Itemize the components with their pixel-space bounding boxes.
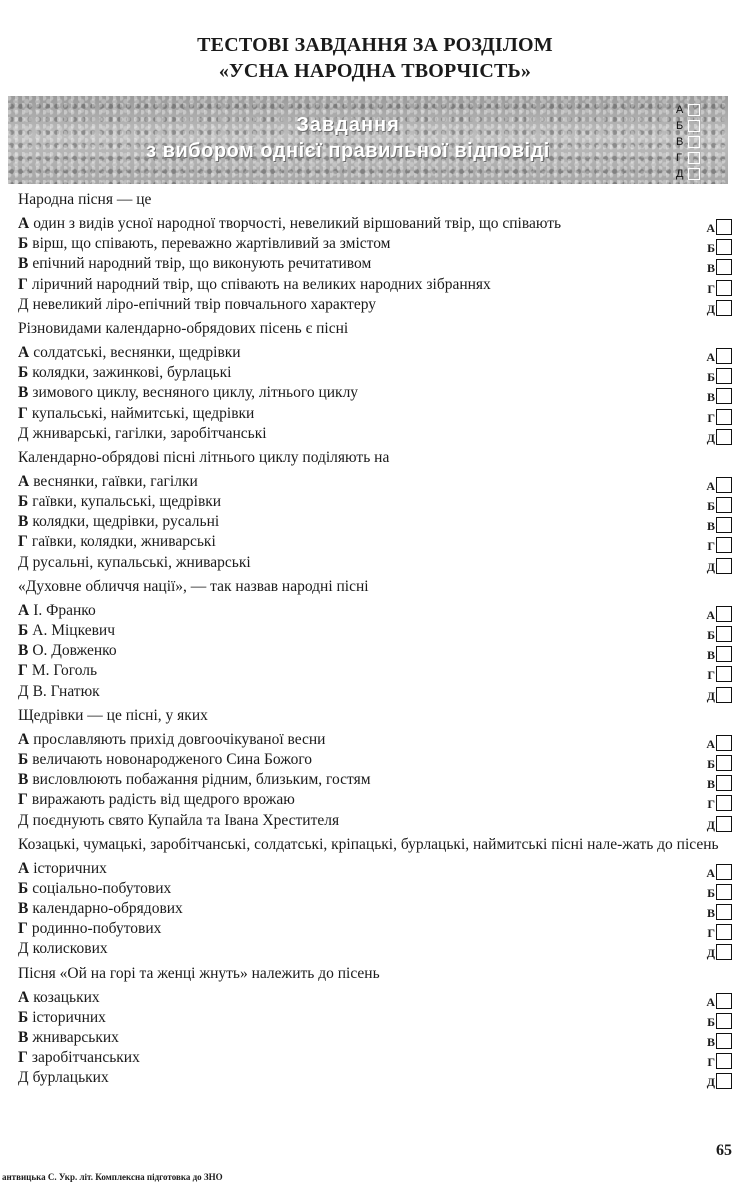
answer-option (18, 601, 734, 621)
answer-option (18, 730, 734, 750)
checkbox-square[interactable] (716, 1013, 732, 1029)
answer-checkbox[interactable] (706, 993, 732, 1009)
checkbox-letter: Б (707, 499, 715, 514)
checkbox-letter: В (706, 390, 715, 405)
checkbox-letter: В (706, 777, 715, 792)
option-letter: А (18, 472, 30, 490)
checkbox-square[interactable] (716, 795, 732, 811)
answer-option (18, 343, 734, 363)
checkbox-square[interactable] (716, 388, 732, 404)
answer-option (18, 682, 734, 702)
question-block (18, 319, 734, 444)
option-text: соціально-побутових (32, 879, 172, 897)
option-text: історичних (33, 859, 107, 877)
section-banner (8, 96, 728, 184)
answer-checkbox[interactable] (707, 259, 732, 275)
option-text: прославляють прихід довгоочікуваної весни (33, 730, 326, 748)
question-prompt: «Духовне обличчя нації», — так назвав народні пісні (18, 577, 369, 595)
answer-option (18, 879, 734, 899)
option-letter: Г (18, 791, 28, 809)
banner-key-letter: А (676, 104, 684, 116)
option-text: козацьких (33, 988, 100, 1006)
checkbox-square[interactable] (716, 409, 732, 425)
answer-checkbox[interactable] (707, 884, 732, 900)
banner-key-box (688, 136, 700, 148)
banner-key-d (676, 166, 710, 182)
checkbox-letter: Д (706, 1075, 715, 1090)
checkbox-square[interactable] (716, 924, 732, 940)
option-letter: Д (18, 1069, 29, 1087)
answer-checkbox[interactable] (706, 606, 732, 622)
question-block (18, 835, 734, 960)
answer-checkbox[interactable] (706, 477, 732, 493)
checkbox-letter: А (706, 478, 715, 493)
banner-key-g (676, 150, 710, 166)
option-letter: А (18, 988, 30, 1006)
answer-checkbox[interactable] (707, 497, 732, 513)
answer-checkbox[interactable] (707, 795, 732, 811)
option-letter: А (18, 601, 30, 619)
answer-option (18, 811, 734, 831)
answer-option (18, 512, 734, 532)
answer-option (18, 770, 734, 790)
answer-option (18, 641, 734, 661)
option-text: А. Міцкевич (32, 622, 116, 639)
checkbox-square[interactable] (716, 348, 732, 364)
checkbox-square[interactable] (716, 687, 732, 703)
answer-checkbox[interactable] (707, 944, 732, 960)
checkbox-letter: В (706, 1035, 715, 1049)
checkbox-square[interactable] (716, 944, 732, 960)
answer-option (18, 1068, 734, 1088)
option-letter: Г (18, 533, 28, 551)
answer-option (18, 988, 734, 1008)
answer-option (18, 214, 734, 234)
checkbox-square[interactable] (716, 755, 732, 771)
answer-option (18, 939, 734, 959)
answer-option (18, 532, 734, 552)
option-letter: Б (18, 622, 29, 639)
checkbox-square[interactable] (716, 497, 732, 513)
answer-option (18, 919, 734, 939)
checkbox-letter: Б (707, 1014, 715, 1029)
option-text: історичних (32, 1008, 106, 1026)
option-letter: Г (18, 275, 28, 293)
answer-option (18, 404, 734, 424)
banner-key-box (688, 168, 700, 180)
option-letter: Б (18, 364, 29, 382)
answer-checkbox[interactable] (706, 348, 732, 364)
option-text: колискових (32, 940, 108, 958)
option-text: ліричний народний твір, що співають на великих народних зібраннях (31, 275, 491, 293)
option-text: жниварських (32, 1029, 119, 1046)
banner-key-v (676, 134, 710, 150)
answer-checkbox[interactable] (707, 1073, 732, 1089)
checkbox-square[interactable] (716, 884, 732, 900)
question-prompt: Народна пісня — це (18, 191, 152, 208)
question-block (18, 190, 734, 315)
checkbox-letter: Д (706, 430, 715, 445)
option-letter: Д (18, 682, 29, 700)
answer-checkbox[interactable] (706, 219, 732, 235)
answer-option (18, 1028, 734, 1048)
answer-option (18, 1008, 734, 1028)
answer-checkbox[interactable] (707, 300, 732, 316)
option-text: епічний народний твір, що виконують речитативом (32, 255, 372, 273)
answer-option (18, 859, 734, 879)
checkbox-letter: Г (707, 926, 715, 941)
checkbox-square[interactable] (716, 368, 732, 384)
page-title-line2: «УСНА НАРОДНА ТВОРЧІСТЬ» (218, 60, 532, 82)
checkbox-letter: В (706, 519, 715, 534)
option-text: колядки, зажинкові, бурлацькі (32, 364, 232, 382)
question-block (18, 964, 734, 1089)
answer-checkbox[interactable] (707, 1033, 732, 1049)
checkbox-square[interactable] (716, 219, 732, 235)
banner-key-box (688, 120, 700, 132)
answer-option (18, 790, 734, 810)
option-text: русальні, купальські, жниварські (32, 553, 251, 571)
answer-checkbox[interactable] (707, 626, 732, 642)
checkbox-letter: Б (707, 370, 715, 385)
checkbox-square[interactable] (716, 666, 732, 682)
checkbox-letter: А (706, 349, 715, 364)
answer-checkbox[interactable] (707, 517, 732, 533)
question-prompt: Різновидами календарно-обрядових пісень є пісні (18, 319, 349, 337)
option-text: поєднують свято Купайла та Івана Хрестителя (32, 811, 340, 829)
option-letter: А (18, 343, 30, 361)
option-text: гаївки, колядки, жниварські (31, 533, 216, 551)
option-letter: В (18, 384, 29, 402)
answer-option (18, 363, 734, 383)
option-letter: В (18, 513, 29, 531)
checkbox-letter: Д (706, 301, 715, 316)
checkbox-square[interactable] (716, 517, 732, 533)
answer-checkbox[interactable] (707, 388, 732, 404)
page-number: 65 (716, 1142, 732, 1159)
question-block (18, 577, 734, 702)
answer-checkbox[interactable] (707, 646, 732, 662)
answer-checkbox[interactable] (706, 864, 732, 880)
checkbox-letter: А (706, 865, 715, 880)
option-text: один з видів усної народної творчості, невеликий віршований твір, що співають (33, 215, 562, 232)
checkbox-square[interactable] (716, 280, 732, 296)
answer-checkbox[interactable] (707, 816, 732, 832)
checkbox-letter: Г (707, 1055, 715, 1070)
answer-checkbox[interactable] (707, 924, 732, 940)
checkbox-square[interactable] (716, 646, 732, 662)
answer-option (18, 254, 734, 274)
checkbox-letter: Д (706, 559, 715, 574)
checkbox-square[interactable] (716, 259, 732, 275)
answer-checkbox[interactable] (707, 429, 732, 445)
answer-option (18, 899, 734, 919)
checkbox-letter: Г (707, 668, 715, 683)
answer-option (18, 1048, 734, 1068)
checkbox-square[interactable] (716, 1033, 732, 1049)
option-letter: Г (18, 1049, 28, 1067)
checkbox-letter: В (706, 906, 715, 921)
option-text: купальські, наймитські, щедрівки (31, 404, 255, 422)
option-letter: В (18, 642, 29, 660)
option-text: зимового циклу, весняного циклу, літнього циклу (32, 384, 359, 402)
question-prompt: Щедрівки — це пісні, у яких (18, 706, 208, 724)
checkbox-letter: Г (707, 281, 715, 296)
answer-checkbox[interactable] (707, 775, 732, 791)
option-letter: Б (18, 235, 29, 253)
option-text: висловлюють побажання рідним, близьким, гостям (32, 771, 371, 789)
checkbox-square[interactable] (716, 300, 732, 316)
answer-checkbox[interactable] (707, 687, 732, 703)
answer-option (18, 492, 734, 512)
checkbox-square[interactable] (716, 537, 732, 553)
checkbox-square[interactable] (716, 1053, 732, 1069)
answer-option (18, 275, 734, 295)
checkbox-letter: Б (707, 756, 715, 771)
option-text: заробітчанських (31, 1049, 140, 1067)
option-letter: Д (18, 295, 29, 313)
question-prompt: Календарно-обрядові пісні літнього циклу поділяють на (18, 448, 390, 466)
checkbox-letter: Б (707, 885, 715, 900)
question-prompt: Пісня «Ой на горі та женці жнуть» належить до пісень (18, 964, 380, 982)
option-letter: Г (18, 404, 28, 422)
answer-checkbox[interactable] (707, 904, 732, 920)
checkbox-letter: Г (707, 797, 715, 812)
banner-answer-key (676, 102, 710, 182)
checkbox-letter: А (706, 736, 715, 751)
answer-option (18, 553, 734, 573)
checkbox-letter: Д (706, 688, 715, 703)
option-letter: А (18, 215, 30, 232)
option-letter: В (18, 771, 29, 789)
option-letter: Д (18, 424, 29, 442)
checkbox-letter: В (706, 261, 715, 276)
checkbox-square[interactable] (716, 993, 732, 1009)
option-text: жниварські, гагілки, заробітчанські (32, 424, 267, 442)
answer-option (18, 234, 734, 254)
questions-list (18, 186, 734, 1089)
option-text: В. Гнатюк (32, 682, 100, 700)
checkbox-letter: Д (706, 817, 715, 832)
answer-checkbox[interactable] (707, 409, 732, 425)
option-letter: Б (18, 750, 29, 768)
answer-checkbox[interactable] (707, 1053, 732, 1069)
answer-checkbox[interactable] (707, 239, 732, 255)
answer-option (18, 424, 734, 444)
answer-checkbox[interactable] (707, 280, 732, 296)
checkbox-square[interactable] (716, 1073, 732, 1089)
checkbox-square[interactable] (716, 904, 732, 920)
banner-key-box (688, 152, 700, 164)
banner-key-letter: В (676, 136, 684, 148)
option-text: виражають радість від щедрого врожаю (31, 791, 295, 809)
checkbox-letter: Д (706, 946, 715, 961)
checkbox-letter: Г (707, 410, 715, 425)
checkbox-square[interactable] (716, 477, 732, 493)
checkbox-square[interactable] (716, 775, 732, 791)
option-letter: Г (18, 662, 28, 680)
answer-option (18, 621, 734, 641)
banner-title: Завдання (296, 114, 400, 136)
option-text: вірш, що співають, переважно жартівливий за змістом (32, 235, 391, 253)
checkbox-square[interactable] (716, 239, 732, 255)
checkbox-square[interactable] (716, 735, 732, 751)
checkbox-letter: А (706, 994, 715, 1009)
question-block (18, 706, 734, 831)
checkbox-square[interactable] (716, 626, 732, 642)
checkbox-letter: Б (707, 628, 715, 642)
banner-key-box (688, 104, 700, 116)
answer-option (18, 383, 734, 403)
answer-option (18, 472, 734, 492)
option-text: М. Гоголь (31, 662, 98, 680)
answer-checkbox[interactable] (707, 558, 732, 574)
banner-key-a (676, 102, 710, 118)
answer-checkbox[interactable] (707, 368, 732, 384)
checkbox-letter: Г (707, 539, 715, 554)
option-text: веснянки, гаївки, гагілки (33, 472, 198, 490)
answer-checkbox[interactable] (707, 755, 732, 771)
answer-option (18, 750, 734, 770)
option-letter: В (18, 255, 29, 273)
answer-checkbox[interactable] (707, 537, 732, 553)
option-text: невеликий ліро-епічний твір повчального характеру (32, 295, 377, 313)
option-text: колядки, щедрівки, русальні (32, 513, 220, 531)
question-prompt: Козацькі, чумацькі, заробітчанські, солдатські, кріпацькі, бурлацькі, наймитські пісні нале-жать до пісень (18, 835, 719, 853)
answer-checkbox[interactable] (707, 1013, 732, 1029)
option-letter: Г (18, 920, 28, 938)
option-text: гаївки, купальські, щедрівки (32, 493, 222, 511)
footer-credit: антвицька С. Укр. літ. Комплексна підготовка до ЗНО (2, 1172, 223, 1182)
option-letter: Д (18, 553, 29, 571)
answer-checkbox[interactable] (706, 735, 732, 751)
option-letter: Б (18, 493, 29, 511)
banner-key-b (676, 118, 710, 134)
banner-key-letter: Г (676, 152, 682, 164)
banner-key-letter: Б (676, 120, 684, 132)
checkbox-square[interactable] (716, 816, 732, 832)
page-title-line1: ТЕСТОВІ ЗАВДАННЯ ЗА РОЗДІЛОМ (197, 34, 553, 56)
option-letter: В (18, 900, 29, 918)
option-text: солдатські, веснянки, щедрівки (33, 343, 241, 361)
checkbox-square[interactable] (716, 864, 732, 880)
banner-subtitle: з вибором однієї правильної відповіді (146, 140, 550, 162)
option-letter: Д (18, 811, 29, 829)
question-block (18, 448, 734, 573)
option-letter: Б (18, 879, 29, 897)
option-text: календарно-обрядових (32, 900, 183, 918)
option-text: величають новонародженого Сина Божого (32, 750, 313, 768)
answer-option (18, 661, 734, 681)
answer-checkbox[interactable] (707, 666, 732, 682)
option-letter: Б (18, 1008, 29, 1026)
option-letter: А (18, 730, 30, 748)
option-letter: А (18, 859, 30, 877)
checkbox-letter: А (706, 607, 715, 622)
option-text: І. Франко (33, 601, 96, 619)
option-text: родинно-побутових (31, 920, 162, 938)
checkbox-square[interactable] (716, 606, 732, 622)
banner-key-letter: Д (676, 168, 684, 180)
checkbox-letter: В (706, 648, 715, 663)
checkbox-square[interactable] (716, 558, 732, 574)
checkbox-square[interactable] (716, 429, 732, 445)
option-letter: В (18, 1029, 29, 1046)
checkbox-letter: А (706, 221, 715, 235)
option-text: бурлацьких (32, 1069, 109, 1087)
answer-option (18, 295, 734, 315)
option-text: О. Довженко (32, 642, 117, 660)
option-letter: Д (18, 940, 29, 958)
checkbox-letter: Б (707, 241, 715, 256)
